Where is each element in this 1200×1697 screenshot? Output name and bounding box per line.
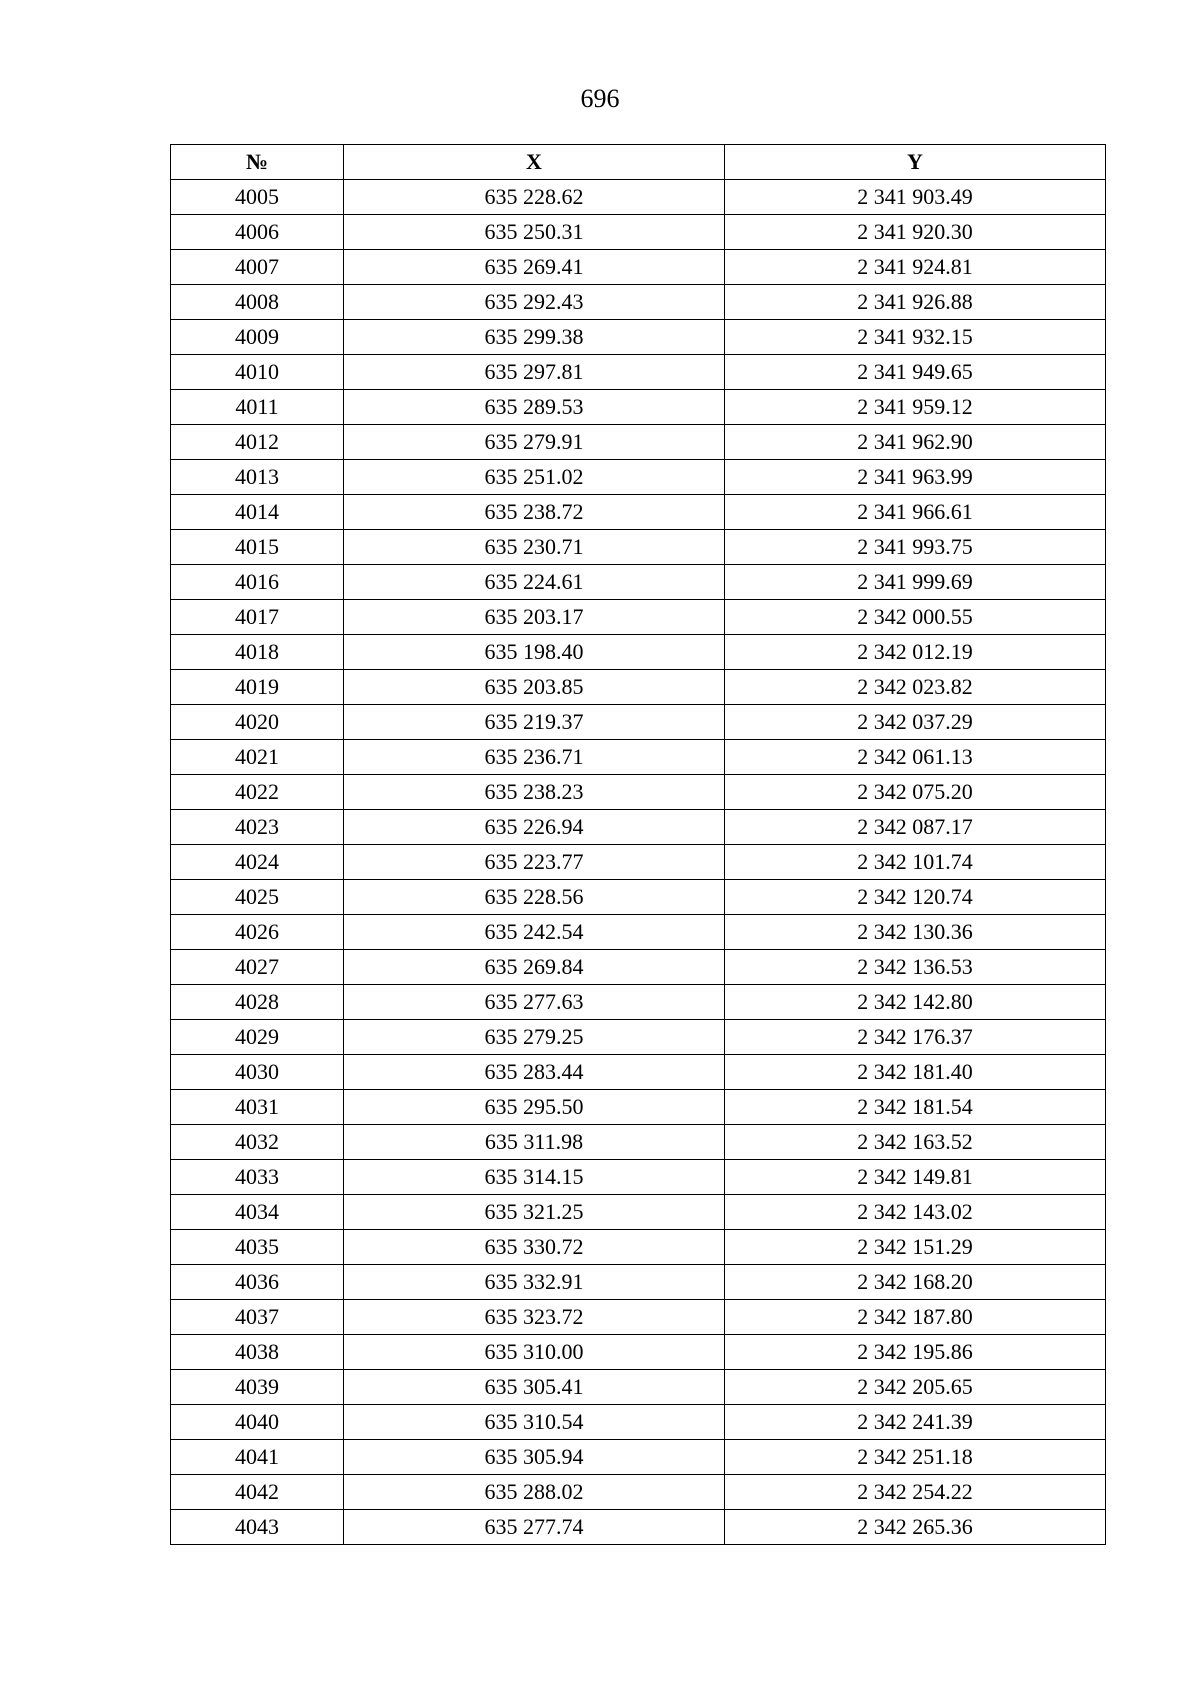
cell-number: 4019	[171, 670, 344, 705]
cell-number: 4025	[171, 880, 344, 915]
table-header	[171, 145, 1106, 180]
header-x: X	[344, 145, 725, 180]
table-row	[171, 1265, 1106, 1300]
cell-x: 635 279.25	[344, 1020, 725, 1055]
cell-y: 2 342 241.39	[725, 1405, 1106, 1440]
table-row	[171, 985, 1106, 1020]
cell-number: 4026	[171, 915, 344, 950]
table-row	[171, 390, 1106, 425]
cell-number: 4027	[171, 950, 344, 985]
cell-y: 2 342 061.13	[725, 740, 1106, 775]
cell-number: 4010	[171, 355, 344, 390]
coordinates-table	[170, 144, 1106, 1545]
cell-x: 635 310.00	[344, 1335, 725, 1370]
cell-y: 2 342 143.02	[725, 1195, 1106, 1230]
table-row	[171, 915, 1106, 950]
cell-x: 635 283.44	[344, 1055, 725, 1090]
cell-number: 4037	[171, 1300, 344, 1335]
cell-x: 635 288.02	[344, 1475, 725, 1510]
cell-y: 2 342 254.22	[725, 1475, 1106, 1510]
cell-x: 635 269.84	[344, 950, 725, 985]
cell-x: 635 203.17	[344, 600, 725, 635]
table-row	[171, 1475, 1106, 1510]
cell-number: 4013	[171, 460, 344, 495]
cell-y: 2 342 195.86	[725, 1335, 1106, 1370]
page-number: 696	[580, 84, 620, 113]
cell-number: 4022	[171, 775, 344, 810]
cell-number: 4015	[171, 530, 344, 565]
cell-x: 635 251.02	[344, 460, 725, 495]
cell-y: 2 341 924.81	[725, 250, 1106, 285]
cell-x: 635 223.77	[344, 845, 725, 880]
cell-x: 635 236.71	[344, 740, 725, 775]
cell-y: 2 342 181.40	[725, 1055, 1106, 1090]
cell-number: 4016	[171, 565, 344, 600]
cell-y: 2 342 037.29	[725, 705, 1106, 740]
cell-number: 4042	[171, 1475, 344, 1510]
cell-x: 635 311.98	[344, 1125, 725, 1160]
cell-y: 2 341 966.61	[725, 495, 1106, 530]
cell-number: 4007	[171, 250, 344, 285]
cell-y: 2 342 101.74	[725, 845, 1106, 880]
cell-x: 635 299.38	[344, 320, 725, 355]
cell-y: 2 342 168.20	[725, 1265, 1106, 1300]
cell-number: 4009	[171, 320, 344, 355]
table-row	[171, 810, 1106, 845]
table-row	[171, 775, 1106, 810]
cell-number: 4039	[171, 1370, 344, 1405]
table-row	[171, 705, 1106, 740]
table-row	[171, 355, 1106, 390]
table-row	[171, 460, 1106, 495]
cell-y: 2 341 959.12	[725, 390, 1106, 425]
cell-number: 4041	[171, 1440, 344, 1475]
table-row	[171, 1090, 1106, 1125]
table-row	[171, 530, 1106, 565]
table-row	[171, 250, 1106, 285]
cell-number: 4031	[171, 1090, 344, 1125]
cell-number: 4005	[171, 180, 344, 215]
cell-x: 635 226.94	[344, 810, 725, 845]
table-row	[171, 1440, 1106, 1475]
cell-x: 635 238.23	[344, 775, 725, 810]
cell-x: 635 250.31	[344, 215, 725, 250]
cell-number: 4040	[171, 1405, 344, 1440]
cell-x: 635 269.41	[344, 250, 725, 285]
cell-number: 4018	[171, 635, 344, 670]
table-row	[171, 1405, 1106, 1440]
cell-y: 2 341 926.88	[725, 285, 1106, 320]
cell-y: 2 342 023.82	[725, 670, 1106, 705]
cell-x: 635 277.74	[344, 1510, 725, 1545]
cell-number: 4032	[171, 1125, 344, 1160]
header-number: №	[171, 145, 344, 180]
cell-y: 2 341 993.75	[725, 530, 1106, 565]
cell-x: 635 219.37	[344, 705, 725, 740]
cell-y: 2 342 142.80	[725, 985, 1106, 1020]
cell-number: 4012	[171, 425, 344, 460]
table-body	[171, 180, 1106, 1545]
cell-y: 2 342 149.81	[725, 1160, 1106, 1195]
cell-number: 4028	[171, 985, 344, 1020]
cell-x: 635 198.40	[344, 635, 725, 670]
cell-x: 635 228.62	[344, 180, 725, 215]
table-row	[171, 1125, 1106, 1160]
cell-number: 4034	[171, 1195, 344, 1230]
table-row	[171, 495, 1106, 530]
table-row	[171, 1300, 1106, 1335]
cell-number: 4006	[171, 215, 344, 250]
cell-x: 635 230.71	[344, 530, 725, 565]
table-row	[171, 1020, 1106, 1055]
cell-y: 2 341 963.99	[725, 460, 1106, 495]
cell-y: 2 342 187.80	[725, 1300, 1106, 1335]
cell-x: 635 314.15	[344, 1160, 725, 1195]
cell-number: 4038	[171, 1335, 344, 1370]
table-row	[171, 320, 1106, 355]
cell-y: 2 342 120.74	[725, 880, 1106, 915]
cell-x: 635 295.50	[344, 1090, 725, 1125]
cell-x: 635 305.41	[344, 1370, 725, 1405]
cell-x: 635 330.72	[344, 1230, 725, 1265]
header-y: Y	[725, 145, 1106, 180]
table-row	[171, 1160, 1106, 1195]
cell-number: 4017	[171, 600, 344, 635]
cell-number: 4011	[171, 390, 344, 425]
cell-x: 635 305.94	[344, 1440, 725, 1475]
cell-number: 4035	[171, 1230, 344, 1265]
cell-x: 635 228.56	[344, 880, 725, 915]
cell-number: 4033	[171, 1160, 344, 1195]
cell-y: 2 341 999.69	[725, 565, 1106, 600]
table-row	[171, 215, 1106, 250]
cell-x: 635 238.72	[344, 495, 725, 530]
table-row	[171, 845, 1106, 880]
cell-number: 4021	[171, 740, 344, 775]
cell-y: 2 342 163.52	[725, 1125, 1106, 1160]
cell-y: 2 342 251.18	[725, 1440, 1106, 1475]
cell-y: 2 342 012.19	[725, 635, 1106, 670]
table-row	[171, 1370, 1106, 1405]
cell-number: 4043	[171, 1510, 344, 1545]
cell-number: 4023	[171, 810, 344, 845]
cell-y: 2 341 962.90	[725, 425, 1106, 460]
table-row	[171, 285, 1106, 320]
cell-x: 635 310.54	[344, 1405, 725, 1440]
table-row	[171, 1055, 1106, 1090]
cell-x: 635 289.53	[344, 390, 725, 425]
cell-x: 635 242.54	[344, 915, 725, 950]
cell-y: 2 342 205.65	[725, 1370, 1106, 1405]
table-row	[171, 1510, 1106, 1545]
cell-y: 2 342 176.37	[725, 1020, 1106, 1055]
table-row	[171, 180, 1106, 215]
cell-y: 2 341 932.15	[725, 320, 1106, 355]
table-row	[171, 1230, 1106, 1265]
cell-number: 4036	[171, 1265, 344, 1300]
table-row	[171, 670, 1106, 705]
cell-y: 2 342 265.36	[725, 1510, 1106, 1545]
cell-y: 2 342 181.54	[725, 1090, 1106, 1125]
cell-x: 635 224.61	[344, 565, 725, 600]
cell-y: 2 342 075.20	[725, 775, 1106, 810]
cell-number: 4029	[171, 1020, 344, 1055]
cell-number: 4020	[171, 705, 344, 740]
cell-x: 635 279.91	[344, 425, 725, 460]
cell-number: 4030	[171, 1055, 344, 1090]
cell-y: 2 341 903.49	[725, 180, 1106, 215]
cell-x: 635 321.25	[344, 1195, 725, 1230]
cell-y: 2 342 136.53	[725, 950, 1106, 985]
table-row	[171, 1335, 1106, 1370]
cell-y: 2 342 151.29	[725, 1230, 1106, 1265]
cell-number: 4024	[171, 845, 344, 880]
cell-y: 2 342 087.17	[725, 810, 1106, 845]
header-row	[171, 145, 1106, 180]
cell-y: 2 342 000.55	[725, 600, 1106, 635]
table-row	[171, 565, 1106, 600]
cell-x: 635 323.72	[344, 1300, 725, 1335]
table-row	[171, 740, 1106, 775]
table-row	[171, 1195, 1106, 1230]
cell-x: 635 277.63	[344, 985, 725, 1020]
table-row	[171, 880, 1106, 915]
cell-x: 635 203.85	[344, 670, 725, 705]
cell-x: 635 292.43	[344, 285, 725, 320]
cell-x: 635 332.91	[344, 1265, 725, 1300]
table-row	[171, 425, 1106, 460]
cell-number: 4008	[171, 285, 344, 320]
cell-number: 4014	[171, 495, 344, 530]
table-row	[171, 950, 1106, 985]
cell-x: 635 297.81	[344, 355, 725, 390]
table-row	[171, 635, 1106, 670]
cell-y: 2 341 920.30	[725, 215, 1106, 250]
cell-y: 2 342 130.36	[725, 915, 1106, 950]
table-row	[171, 600, 1106, 635]
cell-y: 2 341 949.65	[725, 355, 1106, 390]
